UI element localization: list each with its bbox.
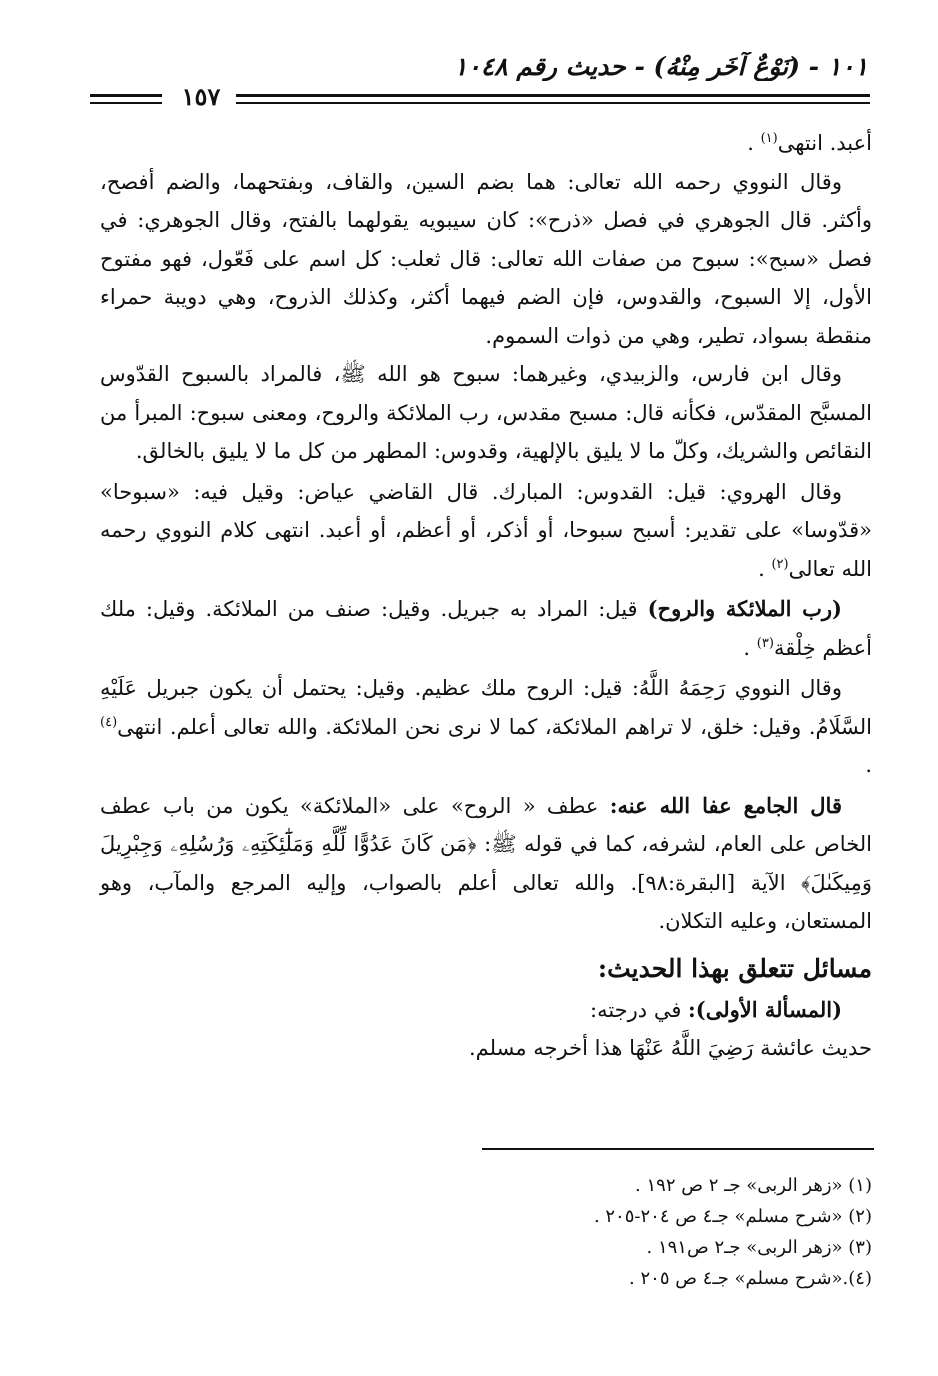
paragraph xyxy=(100,473,872,589)
page-number: ١٥٧ xyxy=(181,82,221,111)
paragraph: وقال ابن فارس، والزبيدي، وغيرهما: سبوح هو الله ﷺ، فالمراد بالسبوح القدّوس المسبَّح المقدّس، فكأنه قال: مسبح مقدس، رب الملائكة والروح، ومعنى سبوح: المبرأ من النقائص والشريك، وكلّ ما لا يليق بالإلهية، وقدوس: المطهر من كل ما لا يليق بالخالق. xyxy=(100,362,872,463)
paragraph: حديث عائشة رَضِيَ اللَّهُ عَنْهَا هذا أخرجه مسلم. xyxy=(469,1036,872,1060)
footnote-ref: (١) xyxy=(760,131,778,146)
paragraph xyxy=(100,590,872,667)
section-heading: مسائل تتعلق بهذا الحديث: xyxy=(597,953,872,983)
question-line xyxy=(100,991,872,1030)
footnote-ref: (٤) xyxy=(100,714,118,730)
running-header-title: ١٠١ - (نَوْعٌ آخَر مِنْهُ) - حديث رقم ١٠٤٨ xyxy=(453,52,868,81)
bold-lead: (المسألة الأولى): xyxy=(688,996,842,1022)
header-rule xyxy=(236,102,870,104)
punctuation: . xyxy=(865,753,872,777)
paragraph xyxy=(100,669,872,785)
header-rule xyxy=(90,94,162,97)
paragraph: وقال النووي رحمه الله تعالى: هما بضم السين، والقاف، وبفتحهما، والضم أفصح، وأكثر. قال الجوهري في فصل «ذرح»: كان سيبويه يقولهما بالفتح، وقال الجوهري: في فصل «سبح»: سبوح من صفات الله تعالى: قال ثعلب: كل اسم على فَعّول، فهو مفتوح الأول، إلا السبوح، والقدوس، فإن الضم فيهما أكثر، وكذلك الذروح، وهي دويبة حمراء منقطة بسواد، تطير، وهي من ذوات السموم. xyxy=(100,169,872,348)
footnote: (٣) «زهر الربى» جـ٢ ص١٩١ . xyxy=(646,1237,872,1258)
bold-lead: قال الجامع عفا الله عنه: xyxy=(609,792,842,818)
footnote: (٢) «شرح مسلم» جـ٤ ص ٢٠٤-٢٠٥ . xyxy=(593,1206,872,1227)
paragraph-text: في درجته: xyxy=(590,997,689,1022)
paragraph-text: قيل: المراد به جبريل. وقيل: صنف من الملائكة. وقيل: ملك أعظم خِلْقة xyxy=(100,597,872,660)
paragraph-text: وقال النووي رَحِمَهُ اللَّهُ: قيل: الروح ملك عظيم. وقيل: يحتمل أن يكون جبريل عَلَيْهِ السَّلَامُ. وقيل: خلق، لا تراهم الملائكة، كما لا نرى نحن الملائكة. والله تعالى أعلم. انتهى xyxy=(100,676,872,739)
footnote: (١) «زهر الربى» جـ ٢ ص ١٩٢ . xyxy=(635,1175,872,1196)
paragraph-text: أعبد. انتهى xyxy=(777,131,872,155)
punctuation: . xyxy=(758,556,765,581)
footnote-separator xyxy=(482,1148,874,1150)
footnote-ref: (٢) xyxy=(771,556,789,572)
paragraph xyxy=(100,787,872,941)
header-rule xyxy=(236,94,870,97)
bold-lead: (رب الملائكة والروح) xyxy=(647,596,842,621)
paragraph-text: عطف « الروح» على «الملائكة» يكون من باب عطف الخاص على العام، لشرفه، كما في قوله ﷺ: ﴿مَن كَانَ عَدُوًّا لِّلَّهِ وَمَلَٰٓئِكَتِهِۦ وَرُسُلِهِۦ وَجِبْرِيلَ وَمِيكَىٰلَ﴾ الآية [البقرة:٩٨]. والله تعالى أعلم بالصواب، وإليه المرجع والمآب، وهو المستعان، وعليه التكلان. xyxy=(100,793,872,933)
punctuation: . xyxy=(747,131,754,155)
main-text xyxy=(100,124,872,1068)
punctuation: . xyxy=(743,635,751,660)
paragraph xyxy=(100,124,872,163)
header-rule xyxy=(90,102,162,104)
footnote: (٤).«شرح مسلم» جـ٤ ص ٢٠٥ . xyxy=(629,1268,872,1289)
footnote-ref: (٣) xyxy=(756,635,774,651)
footnotes xyxy=(372,1170,872,1294)
paragraph-text: وقال الهروي: قيل: القدوس: المبارك. قال القاضي عياض: وقيل فيه: «سبوحا» «قدّوسا» على تقدير: أسبح سبوحا، أو أذكر، أو أعظم، أو أعبد. انتهى كلام النووي رحمه الله تعالى xyxy=(100,479,872,581)
